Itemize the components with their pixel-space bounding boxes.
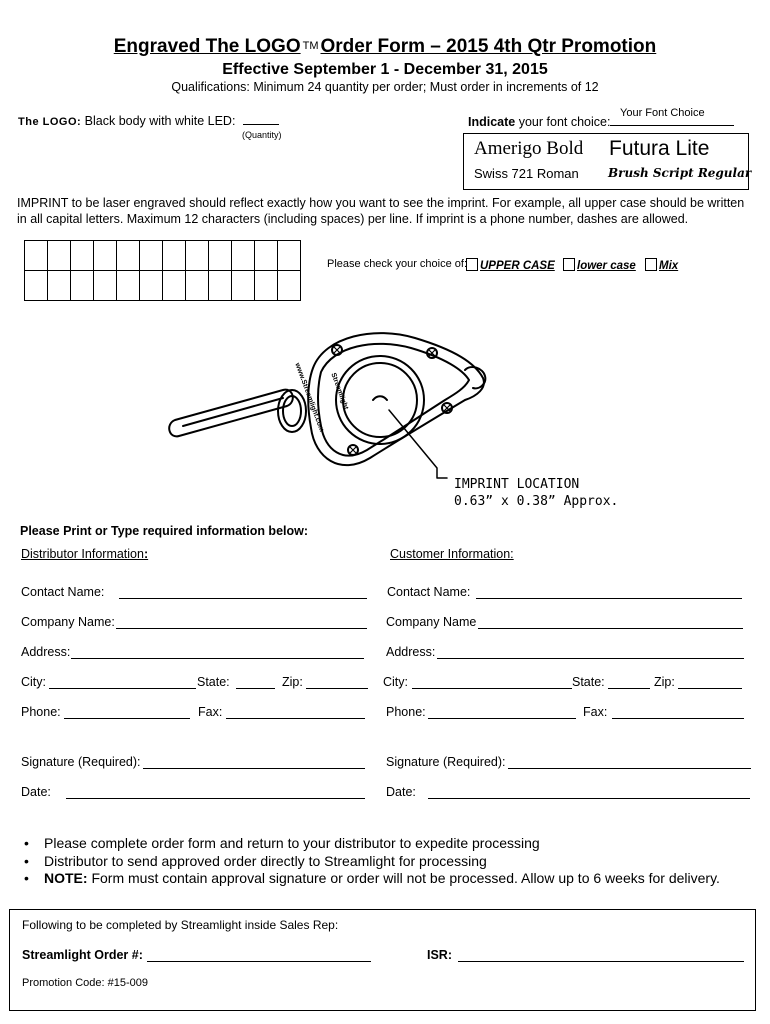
imprint-line-2 — [25, 271, 301, 301]
quantity-field[interactable] — [243, 124, 279, 125]
char-cell[interactable] — [48, 271, 71, 301]
font-choice-line: Indicate your font choice: — [468, 115, 734, 129]
font-option-futura: Futura Lite — [609, 137, 710, 160]
customer-address-field[interactable] — [437, 658, 744, 659]
distributor-phone-field[interactable] — [64, 718, 190, 719]
list-item: • Distributor to send approved order directly to Streamlight for processing — [24, 852, 487, 869]
distributor-state-label: State: — [197, 675, 230, 689]
logo-quantity-line — [18, 114, 279, 128]
sales-rep-header: Following to be completed by Streamlight inside Sales Rep: — [22, 918, 339, 932]
char-cell[interactable] — [209, 241, 232, 271]
lower-case-option[interactable]: lower case — [563, 258, 636, 272]
customer-phone-label: Phone: — [386, 705, 426, 719]
char-cell[interactable] — [117, 241, 140, 271]
customer-signature-label: Signature (Required): — [386, 755, 506, 769]
order-number-label: Streamlight Order #: — [22, 948, 143, 962]
form-title: Engraved The LOGO TM Order Form – 2015 4th Qtr Promotion — [113, 36, 657, 57]
isr-field[interactable] — [458, 961, 744, 962]
customer-company-field[interactable] — [478, 628, 743, 629]
customer-zip-field[interactable] — [678, 688, 742, 689]
distributor-fax-field[interactable] — [226, 718, 365, 719]
distributor-info-header: Distributor Information: — [21, 547, 149, 561]
mix-case-option[interactable]: Mix — [645, 258, 678, 272]
distributor-phone-label: Phone: — [21, 705, 61, 719]
char-cell[interactable] — [278, 271, 301, 301]
customer-fax-field[interactable] — [612, 718, 744, 719]
distributor-address-label: Address: — [21, 645, 71, 659]
distributor-state-field[interactable] — [236, 688, 275, 689]
distributor-date-field[interactable] — [66, 798, 365, 799]
keychain-illustration — [165, 318, 495, 490]
logo-description: Black body with white LED: — [84, 114, 236, 128]
char-cell[interactable] — [209, 271, 232, 301]
customer-phone-field[interactable] — [428, 718, 576, 719]
char-cell[interactable] — [186, 271, 209, 301]
distributor-city-label: City: — [21, 675, 46, 689]
logo-label: The LOGO: — [18, 116, 82, 128]
imprint-character-grid — [24, 240, 301, 301]
case-choice-label: Please check your choice of: — [327, 258, 468, 270]
customer-city-field[interactable] — [412, 688, 572, 689]
trademark-symbol: TM — [302, 40, 319, 52]
char-cell[interactable] — [94, 271, 117, 301]
customer-date-label: Date: — [386, 785, 416, 799]
char-cell[interactable] — [140, 241, 163, 271]
customer-contact-label: Contact Name: — [387, 585, 471, 599]
qualifications: Qualifications: Minimum 24 quantity per order; Must order in increments of 12 — [171, 80, 599, 94]
distributor-company-label: Company Name: — [21, 615, 115, 629]
distributor-fax-label: Fax: — [198, 705, 223, 719]
effective-dates: Effective September 1 - December 31, 2015 — [222, 61, 548, 78]
imprint-instructions: IMPRINT to be laser engraved should reflect exactly how you want to see the imprint. For example, all upper case should be written in all capital letters. Maximum 12 characters (including spaces) per line. If imprint is a phone number, dashes are allowed. — [17, 196, 745, 226]
char-cell[interactable] — [278, 241, 301, 271]
distributor-zip-field[interactable] — [306, 688, 368, 689]
font-choice-field[interactable] — [610, 125, 734, 126]
char-cell[interactable] — [25, 241, 48, 271]
char-cell[interactable] — [186, 241, 209, 271]
char-cell[interactable] — [48, 241, 71, 271]
font-option-swiss: Swiss 721 Roman — [474, 166, 579, 181]
char-cell[interactable] — [25, 271, 48, 301]
distributor-date-label: Date: — [21, 785, 51, 799]
distributor-city-field[interactable] — [49, 688, 196, 689]
customer-fax-label: Fax: — [583, 705, 608, 719]
mix-checkbox[interactable] — [645, 258, 657, 271]
your-font-choice-label: Your Font Choice — [620, 107, 705, 119]
customer-company-label: Company Name — [386, 615, 477, 629]
isr-label: ISR: — [427, 948, 452, 962]
char-cell[interactable] — [255, 271, 278, 301]
distributor-signature-label: Signature (Required): — [21, 755, 141, 769]
char-cell[interactable] — [94, 241, 117, 271]
distributor-signature-field[interactable] — [143, 768, 365, 769]
imprint-location-callout: IMPRINT LOCATION 0.63” x 0.38” Approx. — [454, 477, 619, 509]
list-item: • Please complete order form and return to your distributor to expedite processing — [24, 835, 540, 851]
char-cell[interactable] — [71, 271, 94, 301]
char-cell[interactable] — [140, 271, 163, 301]
order-number-field[interactable] — [147, 961, 371, 962]
customer-info-header: Customer Information: — [390, 547, 514, 561]
upper-case-checkbox[interactable] — [466, 258, 478, 271]
customer-contact-field[interactable] — [476, 598, 742, 599]
char-cell[interactable] — [71, 241, 94, 271]
char-cell[interactable] — [232, 271, 255, 301]
char-cell[interactable] — [255, 241, 278, 271]
customer-state-label: State: — [572, 675, 605, 689]
font-option-brush: Brush Script Regular — [608, 166, 752, 180]
distributor-address-field[interactable] — [71, 658, 364, 659]
customer-address-label: Address: — [386, 645, 436, 659]
char-cell[interactable] — [163, 241, 186, 271]
keychain-url-text: www.Streamlight.com — [293, 362, 325, 433]
char-cell[interactable] — [163, 271, 186, 301]
list-item: • NOTE: Form must contain approval signature or order will not be processed. Allow up to 6 weeks for delivery. — [24, 870, 720, 886]
instruction-bullets — [24, 835, 720, 888]
distributor-contact-label: Contact Name: — [21, 585, 105, 599]
customer-date-field[interactable] — [428, 798, 750, 799]
customer-state-field[interactable] — [608, 688, 650, 689]
please-print-heading: Please Print or Type required information below: — [20, 524, 309, 538]
customer-city-label: City: — [383, 675, 408, 689]
char-cell[interactable] — [232, 241, 255, 271]
customer-zip-label: Zip: — [654, 675, 675, 689]
distributor-contact-field[interactable] — [119, 598, 367, 599]
imprint-line-1 — [25, 241, 301, 271]
customer-signature-field[interactable] — [508, 768, 751, 769]
quantity-caption: (Quantity) — [242, 130, 282, 140]
lower-case-checkbox[interactable] — [563, 258, 575, 271]
char-cell[interactable] — [117, 271, 140, 301]
promotion-code: Promotion Code: #15-009 — [22, 977, 148, 989]
upper-case-option[interactable]: UPPER CASE — [466, 258, 555, 272]
distributor-zip-label: Zip: — [282, 675, 303, 689]
keychain-brand-text: Streamlight — [329, 372, 350, 411]
distributor-company-field[interactable] — [116, 628, 367, 629]
font-option-amerigo: Amerigo Bold — [474, 138, 584, 159]
